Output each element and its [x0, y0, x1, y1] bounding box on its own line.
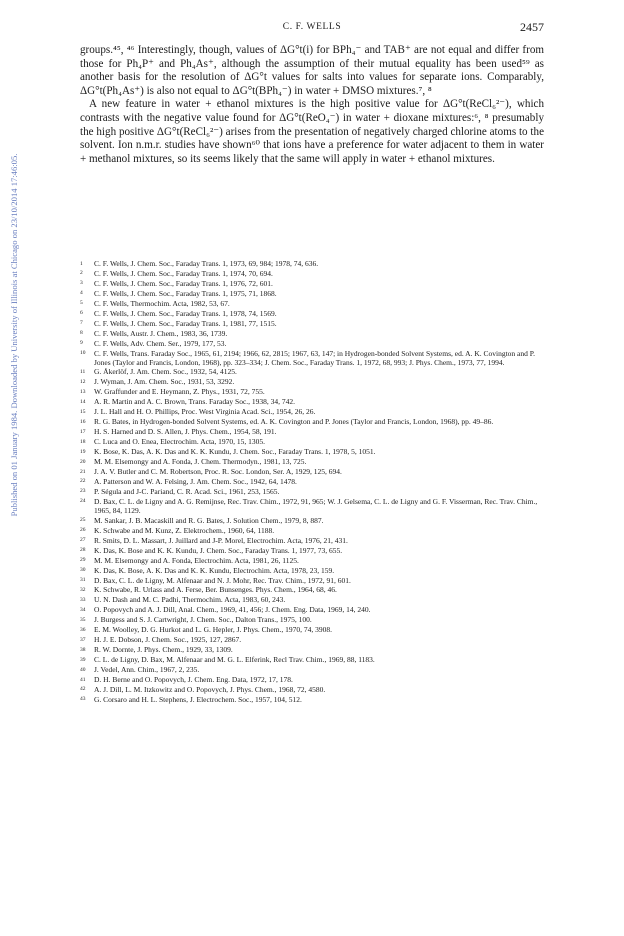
reference-item: [80, 675, 544, 685]
reference-item: [80, 467, 544, 477]
reference-item: [80, 487, 544, 497]
reference-text: J. Burgess and S. J. Cartwright, J. Chem. Soc., Dalton Trans., 1975, 100.: [94, 615, 312, 625]
reference-item: [80, 387, 544, 397]
reference-number: 7: [80, 320, 83, 327]
reference-text: K. Bose, K. Das, A. K. Das and K. K. Kundu, J. Chem. Soc., Faraday Trans. 1, 1978, 5, 1051.: [94, 447, 376, 457]
reference-text: C. F. Wells, J. Chem. Soc., Faraday Trans. 1, 1974, 70, 694.: [94, 268, 273, 278]
reference-text: M. Sankar, J. B. Macaskill and R. G. Bates, J. Solution Chem., 1979, 8, 887.: [94, 515, 324, 525]
reference-item: [80, 407, 544, 417]
reference-item: [80, 595, 544, 605]
reference-item: [80, 377, 544, 387]
reference-item: [80, 447, 544, 457]
reference-number: 41: [80, 676, 86, 683]
reference-number: 34: [80, 606, 86, 613]
reference-number: 29: [80, 557, 86, 564]
reference-text: A. J. Dill, L. M. Itzkowitz and O. Popovych, J. Phys. Chem., 1968, 72, 4580.: [94, 684, 326, 694]
reference-item: [80, 685, 544, 695]
reference-text: R. W. Dornte, J. Phys. Chem., 1929, 33, 1309.: [94, 645, 233, 655]
paragraph: A new feature in water + ethanol mixtures is the high positive value for ΔG°t(ReCl₆²⁻), which contrasts with the negative value found for ΔG°t(ReO₄⁻) in water + dioxane mixtures:⁶, ⁸ presumably the high positive ΔG°t(ReCl₆²⁻) arises from the presentation of negatively charged chlorine atoms to the solvent. Ion n.m.r. studies have shown⁶⁰ that ions have a preference for water adjacent to them in water + methanol mixtures, so its seems likely that the same will apply in water + ethanol mixtures.: [80, 98, 544, 165]
reference-text: K. Das, K. Bose and K. K. Kundu, J. Chem. Soc., Faraday Trans. 1, 1977, 73, 655.: [94, 545, 343, 555]
reference-number: 6: [80, 310, 83, 317]
reference-item: [80, 665, 544, 675]
reference-item: [80, 546, 544, 556]
reference-number: 8: [80, 330, 83, 337]
reference-item: [80, 556, 544, 566]
reference-number: 38: [80, 646, 86, 653]
reference-item: [80, 397, 544, 407]
reference-number: 18: [80, 438, 86, 445]
reference-text: K. Das, K. Bose, A. K. Das and K. K. Kundu, Electrochim. Acta, 1978, 23, 159.: [94, 565, 335, 575]
reference-number: 43: [80, 696, 86, 703]
reference-text: J. L. Hall and H. O. Phillips, Proc. West Virginia Acad. Sci., 1954, 26, 26.: [94, 407, 316, 417]
reference-number: 4: [80, 290, 83, 297]
reference-number: 35: [80, 616, 86, 623]
reference-item: [80, 516, 544, 526]
reference-item: [80, 437, 544, 447]
reference-item: [80, 279, 544, 289]
reference-item: [80, 299, 544, 309]
reference-text: G. Åkerlöf, J. Am. Chem. Soc., 1932, 54, 4125.: [94, 367, 237, 377]
reference-number: 21: [80, 468, 86, 475]
reference-text: C. F. Wells, J. Chem. Soc., Faraday Trans. 1, 1973, 69, 984; 1978, 74, 636.: [94, 259, 319, 268]
reference-number: 13: [80, 388, 86, 395]
reference-item: [80, 695, 544, 705]
reference-text: A. R. Martin and A. C. Brown, Trans. Faraday Soc., 1938, 34, 742.: [94, 397, 296, 407]
reference-number: 5: [80, 300, 83, 307]
reference-text: H. J. E. Dobson, J. Chem. Soc., 1925, 127, 2867.: [94, 635, 242, 645]
reference-text: C. F. Wells, Adv. Chem. Ser., 1979, 177, 53.: [94, 338, 227, 348]
reference-text: K. Schwabe and M. Kunz, Z. Elektrochem., 1960, 64, 1188.: [94, 525, 275, 535]
reference-item: [80, 477, 544, 487]
reference-number: 40: [80, 666, 86, 673]
reference-item: [80, 457, 544, 467]
reference-text: M. M. Elsemongy and A. Fonda, Electrochim. Acta, 1981, 26, 1125.: [94, 555, 299, 565]
reference-number: 20: [80, 458, 86, 465]
page-header: [80, 20, 544, 36]
reference-item: [80, 645, 544, 655]
reference-item: [80, 655, 544, 665]
reference-item: [80, 576, 544, 586]
reference-number: 32: [80, 586, 86, 593]
reference-number: 28: [80, 547, 86, 554]
reference-text: E. M. Woolley, D. G. Hurkot and L. G. Hepler, J. Phys. Chem., 1970, 74, 3908.: [94, 625, 333, 635]
reference-item: [80, 329, 544, 339]
reference-text: C. F. Wells, Austr. J. Chem., 1983, 36, 1739.: [94, 328, 228, 338]
reference-number: 10: [80, 350, 86, 357]
reference-number: 17: [80, 428, 86, 435]
reference-number: 1: [80, 260, 83, 267]
reference-text: D. Bax, C. L. de Ligny, M. Alfenaar and N. J. Mohr, Rec. Trav. Chim., 1972, 91, 601.: [94, 575, 351, 585]
download-watermark-text: Published on 01 January 1984. Downloaded by University of Illinois at Chicago on 23/10/2014 17:46:05.: [9, 153, 19, 517]
reference-number: 24: [80, 498, 86, 505]
reference-item: [80, 319, 544, 329]
reference-item: [80, 585, 544, 595]
page-number: 2457: [520, 20, 544, 34]
reference-number: 19: [80, 448, 86, 455]
reference-item: [80, 269, 544, 279]
reference-text: R. Smits, D. L. Massart, J. Juillard and J-P. Morel, Electrochim. Acta, 1976, 21, 431.: [94, 535, 348, 545]
reference-text: C. F. Wells, J. Chem. Soc., Faraday Trans. 1, 1981, 77, 1515.: [94, 318, 277, 328]
reference-text: J. Vedel, Ann. Chim., 1967, 2, 235.: [94, 665, 200, 675]
reference-item: [80, 566, 544, 576]
reference-item: [80, 309, 544, 319]
reference-item: [80, 427, 544, 437]
reference-number: 15: [80, 408, 86, 415]
reference-item: [80, 497, 544, 516]
reference-text: P. Ségula and J-C. Pariand, C. R. Acad. Sci., 1961, 253, 1565.: [94, 486, 280, 496]
reference-item: [80, 339, 544, 349]
reference-text: K. Schwabe, R. Urlass and A. Ferse, Ber. Bunsenges. Phys. Chem., 1964, 68, 46.: [94, 585, 337, 595]
download-watermark: [8, 30, 20, 640]
reference-number: 23: [80, 488, 86, 495]
reference-text: C. F. Wells, Thermochim. Acta, 1982, 53, 67.: [94, 298, 230, 308]
reference-item: [80, 289, 544, 299]
reference-text: D. Bax, C. L. de Ligny and A. G. Remijnse, Rec. Trav. Chim., 1972, 91, 965; W. J. Gelsema, C. L. de Ligny and G. F. Visserman, Rec. Trav. Chim., 1965, 84, 1129.: [94, 496, 538, 516]
reference-text: H. S. Harned and D. S. Allen, J. Phys. Chem., 1954, 58, 191.: [94, 427, 277, 437]
reference-number: 9: [80, 340, 83, 347]
reference-text: C. F. Wells, J. Chem. Soc., Faraday Trans. 1, 1978, 74, 1569.: [94, 308, 277, 318]
reference-number: 39: [80, 656, 86, 663]
reference-item: [80, 417, 544, 427]
reference-text: D. H. Berne and O. Popovych, J. Chem. Eng. Data, 1972, 17, 178.: [94, 675, 293, 685]
reference-text: C. F. Wells, J. Chem. Soc., Faraday Trans. 1, 1975, 71, 1868.: [94, 288, 277, 298]
reference-item: [80, 259, 544, 269]
reference-number: 31: [80, 577, 86, 583]
reference-text: W. Graffunder and E. Heymann, Z. Phys., 1931, 72, 755.: [94, 387, 265, 397]
reference-number: 27: [80, 537, 86, 544]
running-head-author: C. F. WELLS: [282, 22, 342, 32]
reference-number: 3: [80, 280, 83, 287]
reference-text: C. L. de Ligny, D. Bax, M. Alfenaar and M. G. L. Elferink, Recl Trav. Chim., 1969, 88, 1183.: [94, 655, 375, 665]
reference-text: A. Patterson and W. A. Felsing, J. Am. Chem. Soc., 1942, 64, 1478.: [94, 476, 297, 486]
reference-text: M. M. Elsemongy and A. Fonda, J. Chem. Thermodyn., 1981, 13, 725.: [94, 457, 307, 467]
reference-item: [80, 615, 544, 625]
reference-item: [80, 625, 544, 635]
reference-list: [80, 259, 544, 705]
reference-text: U. N. Dash and M. C. Padhi, Thermochim. Acta, 1983, 60, 243.: [94, 595, 286, 605]
reference-number: 42: [80, 686, 86, 693]
reference-text: J. Wyman, J. Am. Chem. Soc., 1931, 53, 3292.: [94, 377, 235, 387]
reference-number: 33: [80, 596, 86, 603]
reference-text: G. Corsaro and H. L. Stephens, J. Electrochem. Soc., 1957, 104, 512.: [94, 694, 302, 704]
reference-item: [80, 367, 544, 377]
body-text: [80, 44, 544, 166]
paragraph: groups.⁴⁵, ⁴⁶ Interestingly, though, values of ΔG°t(i) for BPh₄⁻ and TAB⁺ are not equal and differ from those for Ph₄P⁺ and Ph₄As⁺, although the assumption of their mutual equality has been used⁵⁹ as another basis for the resolution of ΔG°t values for salts into values for separate ions. Comparably, ΔG°t(Ph₄As⁺) is also not equal to ΔG°t(BPh₄⁻) in water + DMSO mixtures.⁷, ⁸: [80, 44, 544, 97]
reference-number: 11: [80, 368, 86, 375]
reference-number: 25: [80, 517, 86, 524]
reference-number: 22: [80, 478, 86, 485]
reference-item: [80, 635, 544, 645]
reference-text: R. G. Bates, in Hydrogen-bonded Solvent Systems, ed. A. K. Covington and P. Jones (Taylor and Francis, London, 1968), pp. 49–86.: [94, 417, 494, 427]
reference-text: O. Popovych and A. J. Dill, Anal. Chem., 1969, 41, 456; J. Chem. Eng. Data, 1969, 14, 240.: [94, 605, 371, 615]
reference-number: 26: [80, 527, 86, 534]
reference-text: C. F. Wells, Trans. Faraday Soc., 1965, 61, 2194; 1966, 62, 2815; 1967, 63, 147; in Hydrogen-bonded Solvent Systems, ed. A. K. Covington and P. Jones (Taylor and Francis, London, 1968), pp. 323–334; J. Chem. Soc., Faraday Trans. 1, 1972, 68, 993; J. Phys. Chem., 1973, 77, 1994.: [94, 348, 535, 368]
reference-number: 2: [80, 270, 83, 277]
reference-number: 12: [80, 378, 86, 385]
reference-text: C. F. Wells, J. Chem. Soc., Faraday Trans. 1, 1976, 72, 601.: [94, 278, 273, 288]
reference-number: 16: [80, 418, 86, 425]
reference-item: [80, 605, 544, 615]
reference-item: [80, 526, 544, 536]
reference-number: 36: [80, 626, 86, 633]
reference-number: 30: [80, 567, 86, 574]
reference-number: 14: [80, 398, 86, 405]
reference-text: J. A. V. Butler and C. M. Robertson, Proc. R. Soc. London, Ser. A, 1929, 125, 694.: [94, 467, 342, 477]
reference-item: [80, 536, 544, 546]
reference-number: 37: [80, 636, 86, 643]
reference-item: [80, 349, 544, 368]
reference-text: C. Luca and O. Enea, Electrochim. Acta, 1970, 15, 1305.: [94, 437, 265, 447]
